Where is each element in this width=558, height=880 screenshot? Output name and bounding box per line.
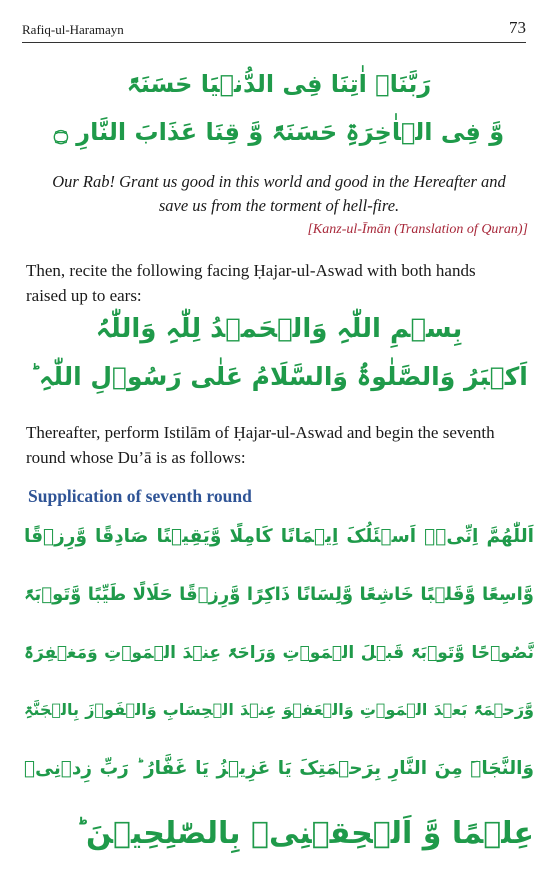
quran-verse-line-1: رَبَّنَاۤ اٰتِنَا فِی الدُّنۡیَا حَسَنَۃً xyxy=(126,70,432,98)
seventh-round-dua-line-6: عِلۡمًا وَّ اَلۡحِقۡنِیۡ بِالصّٰلِحِیۡنَ ؕ xyxy=(75,816,534,851)
translation-line-2: save us from the torment of hell-fire. xyxy=(158,196,400,215)
page-header xyxy=(22,14,526,43)
hajar-dua-line-1: بِسۡمِ اللّٰہِ وَالۡحَمۡدُ لِلّٰہِ وَاللّٰہُ xyxy=(95,314,463,344)
page-number: 73 xyxy=(509,18,526,37)
seventh-round-dua-line-4: وَّرَحۡمَۃً بَعۡدَ الۡمَوۡتِ وَالۡعَفۡوَ عِنۡدَ الۡحِسَابِ وَالۡفَوۡزَ بِالۡجَنَّۃِ xyxy=(24,700,534,719)
seventh-round-dua-line-1: اَللّٰھُمَّ اِنِّیۡۤ اَسۡئَلُکَ اِیۡمَانًا کَامِلًا وَّیَقِیۡنًا صَادِقًا وَّرِزۡقًا xyxy=(24,526,534,547)
translation-line-1: Our Rab! Grant us good in this world and good in the Hereafter and xyxy=(52,172,506,191)
section-heading: Supplication of seventh round xyxy=(28,486,252,506)
instruction-1-line-2: raised up to ears: xyxy=(26,286,142,305)
verse-translation xyxy=(30,170,528,218)
instruction-2-line-1: Thereafter, perform Istilām of Ḥajar-ul-Aswad and begin the seventh xyxy=(26,423,495,442)
seventh-round-dua-line-2: وَّاسِعًا وَّقَلۡبًا خَاشِعًا وَّلِسَانًا ذَاکِرًا وَّرِزۡقًا حَلَالًا طَیِّبًا وَّتَوۡبَۃً xyxy=(24,584,534,605)
instruction-paragraph-2 xyxy=(26,420,530,470)
instruction-2-line-2: round whose Du’ā is as follows: xyxy=(26,448,246,467)
hajar-dua-line-2: اَکۡبَرُ وَالصَّلٰوۃُ وَالسَّلَامُ عَلٰی رَسُوۡلِ اللّٰہِ ؕ xyxy=(30,362,528,391)
seventh-round-dua-line-5: وَالنَّجَاۃَ مِنَ النَّارِ بِرَحۡمَتِکَ یَا عَزِیۡزُ یَا غَفَّارُ ؕ رَبِّ زِدۡنِیۡ xyxy=(24,758,534,779)
seventh-round-dua-line-3: نَّصُوۡحًا وَّتَوۡبَۃً قَبۡلَ الۡمَوۡتِ وَرَاحَۃً عِنۡدَ الۡمَوۡتِ وَمَغۡفِرَۃً xyxy=(24,643,534,663)
translation-reference: [Kanz-ul-Īmān (Translation of Quran)] xyxy=(307,222,528,237)
instruction-paragraph-1 xyxy=(26,258,530,308)
instruction-1-line-1: Then, recite the following facing Ḥajar-ul-Aswad with both hands xyxy=(26,261,476,280)
running-title: Rafiq-ul-Haramayn xyxy=(22,22,124,37)
quran-verse-line-2: وَّ فِی الۡاٰخِرَۃِ حَسَنَۃً وَّ قِنَا عَذَابَ النَّارِ ۝ xyxy=(53,118,505,146)
